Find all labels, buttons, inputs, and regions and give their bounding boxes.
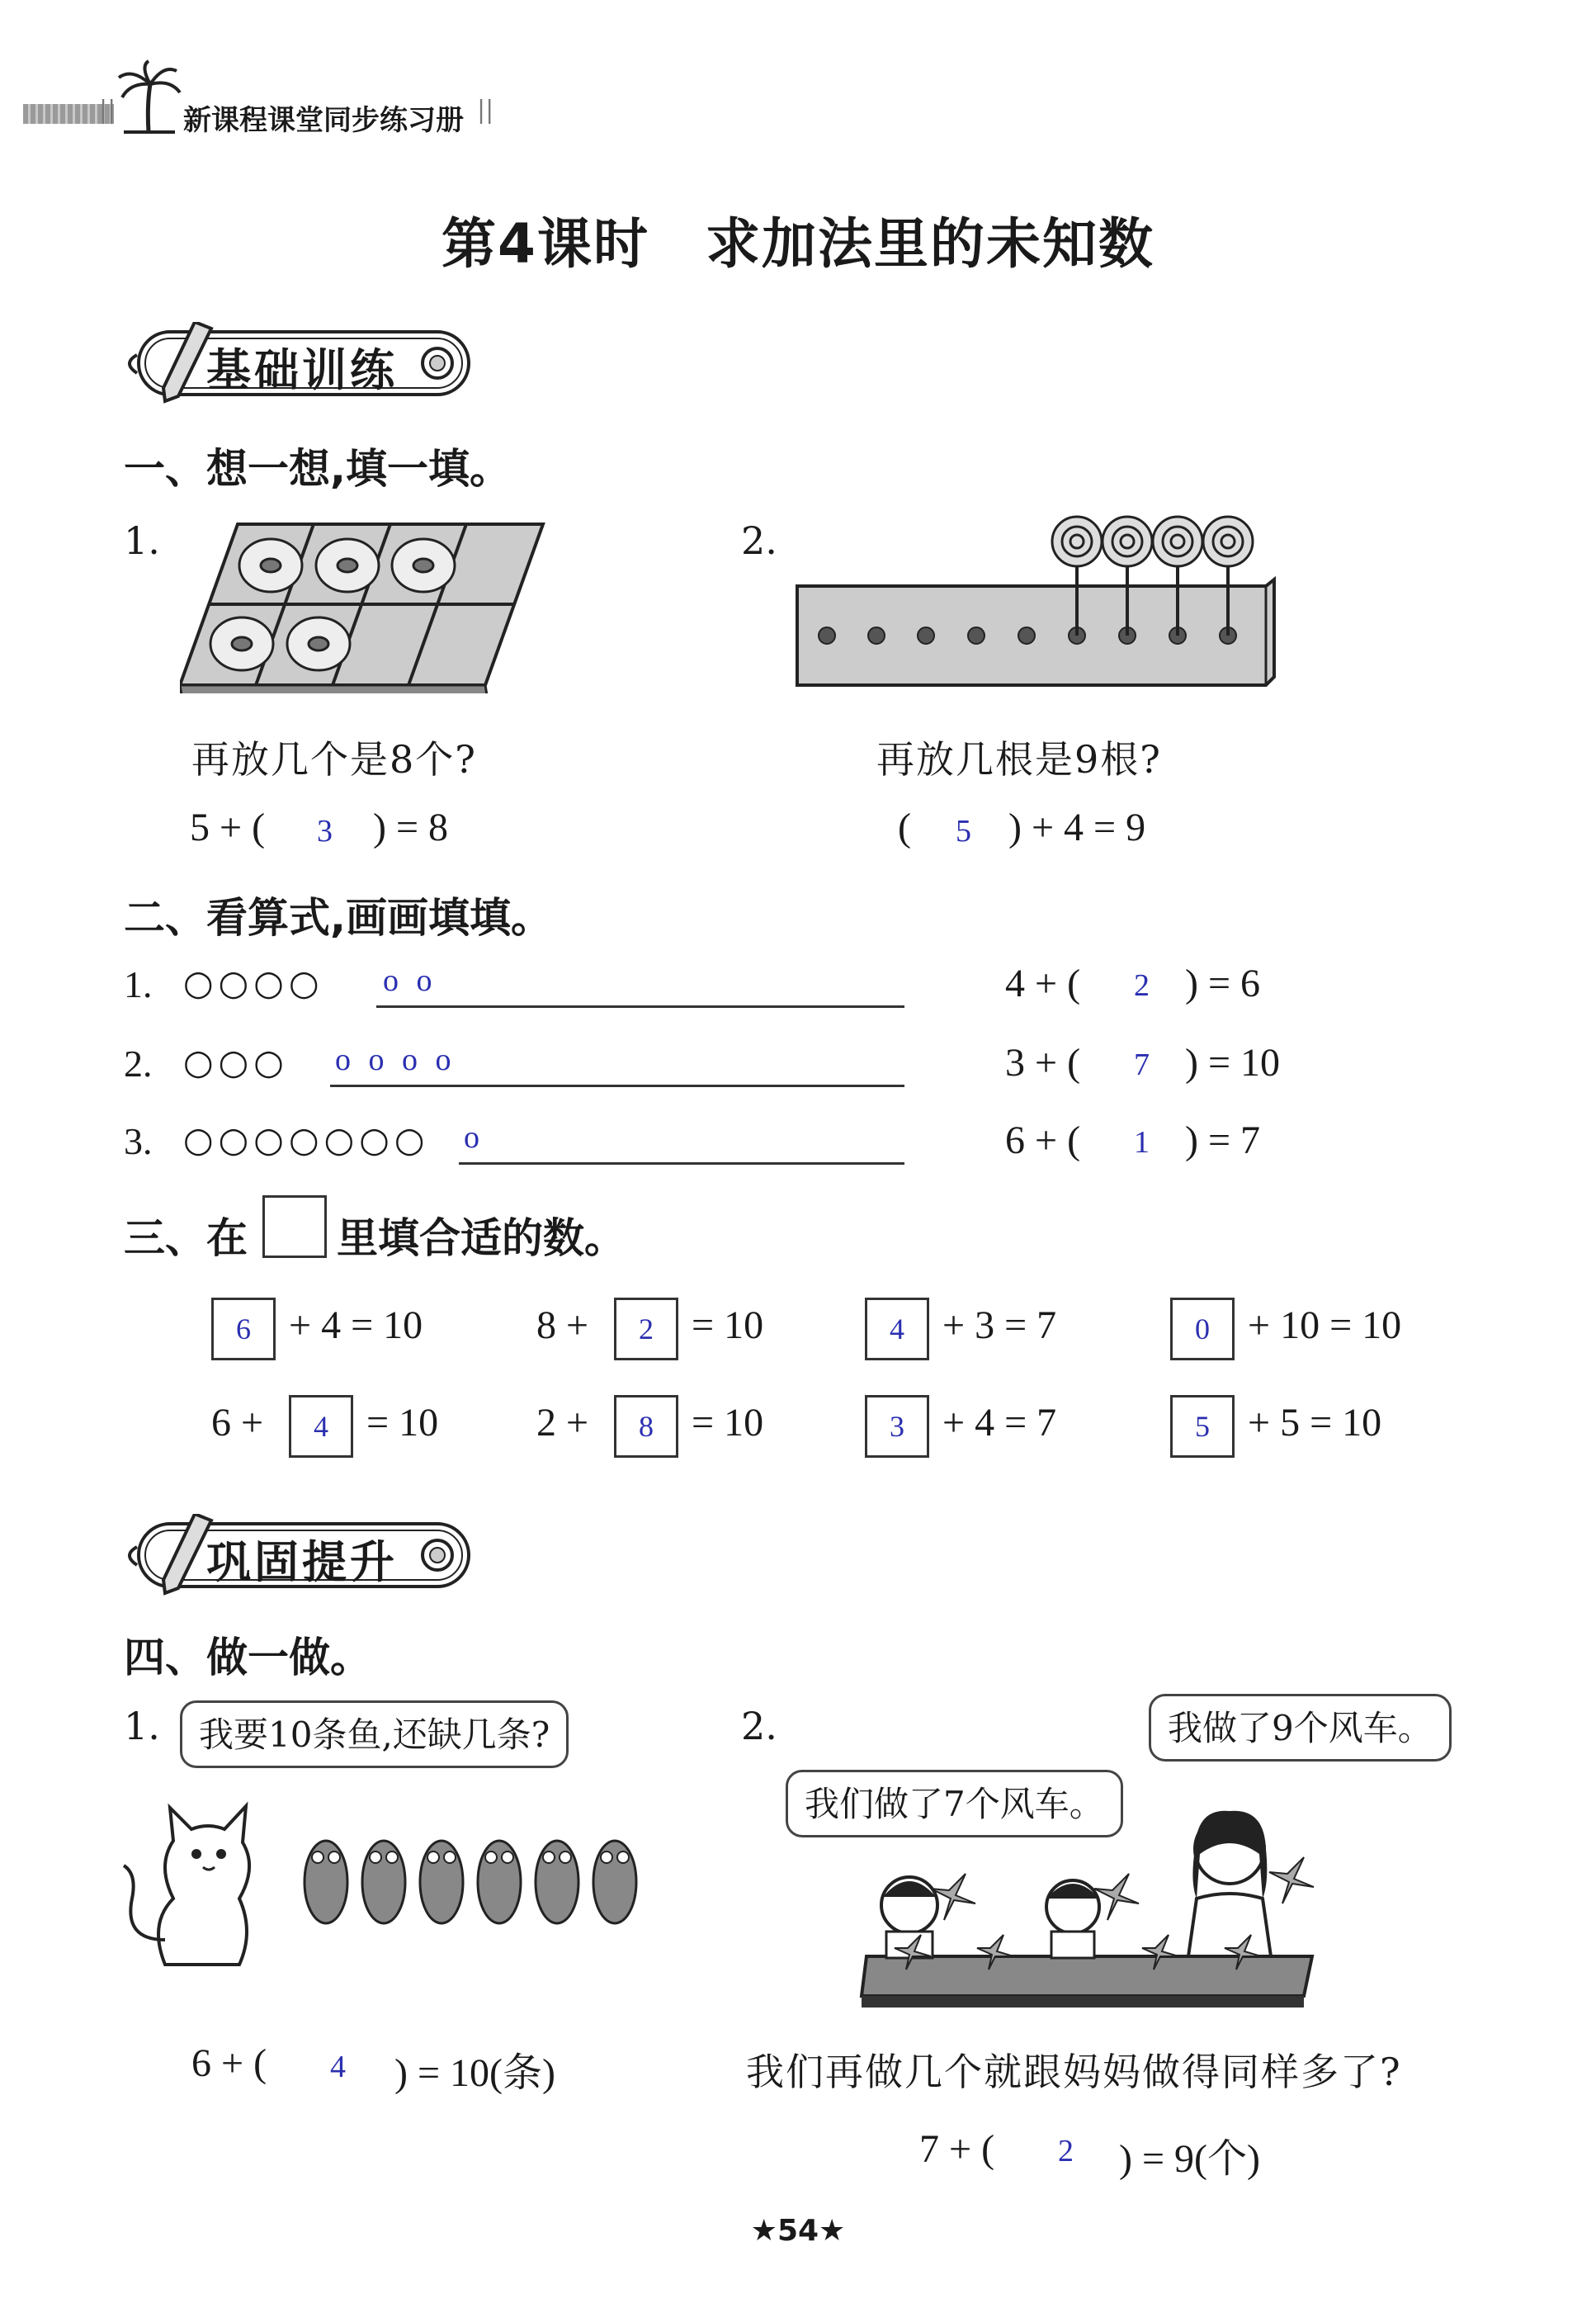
- part2-row2-eq-right: ) = 10: [1185, 1041, 1281, 1085]
- pinwheel-family-image: [858, 1783, 1320, 2022]
- part2-row3-eq-right: ) = 7: [1185, 1118, 1261, 1162]
- part2-row1-answer: 2: [1134, 968, 1150, 1003]
- part2-row3-answer: 1: [1134, 1125, 1150, 1160]
- part2-row1-eq-right: ) = 6: [1185, 962, 1261, 1005]
- part1-heading: 一、想一想,填一填。: [124, 445, 511, 493]
- part3-item4-post: + 10 = 10: [1248, 1303, 1402, 1347]
- part4-q1-eq-right: ) = 10(条): [394, 2051, 556, 2095]
- part3-item5-box: 4: [289, 1395, 353, 1458]
- page-number-line: [0, 2214, 1596, 2248]
- part3-item2-pre: 8 +: [536, 1303, 589, 1347]
- part3-heading-b: 里填合适的数。: [337, 1214, 626, 1262]
- cat-and-fish-image: [116, 1775, 668, 1973]
- part3-item6-box: 8: [614, 1395, 678, 1458]
- part3-item2-post: = 10: [692, 1303, 764, 1347]
- part1-q1-question: 再放几个是8个?: [191, 737, 477, 782]
- part1-q1-number: 1.: [124, 518, 160, 563]
- header-divider: ||: [477, 96, 494, 125]
- part1-q2-eq-right: ) + 4 = 9: [1008, 806, 1146, 849]
- part4-q1-number: 1.: [124, 1704, 160, 1748]
- part4-q2-mom-bubble: 我做了9个风车。: [1149, 1694, 1452, 1762]
- part3-item3-post: + 3 = 7: [942, 1303, 1057, 1347]
- part2-row2-circles: ○○○: [183, 1042, 289, 1082]
- part2-row2-eq-left: 3 + (: [1005, 1041, 1081, 1085]
- part4-heading: 四、做一做。: [124, 1634, 371, 1681]
- part4-q1-answer: 4: [330, 2050, 346, 2084]
- part1-q1-eq-left: 5 + (: [190, 806, 266, 849]
- part4-q2-eq-right: ) = 9(个): [1119, 2137, 1261, 2181]
- part3-item5-post: = 10: [366, 1401, 439, 1445]
- part3-item8-post: + 5 = 10: [1248, 1401, 1382, 1445]
- part4-q2-number: 2.: [741, 1704, 777, 1748]
- part2-row3-drawn: o: [464, 1120, 484, 1155]
- part3-item7-box: 3: [865, 1395, 929, 1458]
- part3-heading-a: 三、在: [124, 1214, 248, 1262]
- lollipop-stand-image: [794, 512, 1281, 698]
- part1-q2-question: 再放几根是9根?: [876, 737, 1162, 782]
- part2-heading: 二、看算式,画画填填。: [124, 894, 552, 942]
- star-icon: ★: [750, 2214, 777, 2248]
- star-icon: ★: [819, 2214, 846, 2248]
- part4-q2-answer: 2: [1058, 2134, 1074, 2168]
- part2-row1-circles: ○○○○: [183, 962, 324, 1003]
- part2-row1-number: 1.: [124, 963, 153, 1005]
- part2-row1-drawn: o o: [383, 963, 437, 998]
- part2-row2-number: 2.: [124, 1043, 153, 1085]
- part3-heading-box: [262, 1195, 327, 1258]
- page-number: 54: [777, 2214, 819, 2248]
- part3-item1-box: 6: [211, 1298, 276, 1360]
- part2-row2-drawn: o o o o: [335, 1043, 456, 1077]
- part2-row1-line: [376, 1005, 904, 1008]
- part2-row2-line: [330, 1085, 904, 1087]
- part2-row1-eq-left: 4 + (: [1005, 962, 1081, 1005]
- part2-row3-number: 3.: [124, 1120, 153, 1162]
- part3-item3-box: 4: [865, 1298, 929, 1360]
- part1-q2-answer: 5: [956, 814, 971, 849]
- part3-item6-post: = 10: [692, 1401, 764, 1445]
- part1-q2-eq-left: (: [898, 806, 911, 849]
- part3-item4-box: 0: [1170, 1298, 1235, 1360]
- part3-item2-box: 2: [614, 1298, 678, 1360]
- page-title: 第4课时 求加法里的未知数: [441, 212, 1155, 276]
- part4-q2-kids-bubble: 我们做了7个风车。: [786, 1770, 1123, 1837]
- part3-item6-pre: 2 +: [536, 1401, 589, 1445]
- part4-q1-eq-left: 6 + (: [191, 2041, 267, 2085]
- part2-row3-line: [459, 1162, 904, 1165]
- section-title-basic: 基础训练: [206, 344, 398, 396]
- part4-q1-speech-bubble: 我要10条鱼,还缺几条?: [180, 1700, 569, 1768]
- part1-q1-eq-right: ) = 8: [373, 806, 449, 849]
- part2-row3-eq-left: 6 + (: [1005, 1118, 1081, 1162]
- header-divider-left: ||: [99, 96, 116, 125]
- part2-row3-circles: ○○○○○○○: [183, 1119, 430, 1160]
- section-title-advanced: 巩固提升: [206, 1536, 398, 1588]
- part1-q2-number: 2.: [741, 518, 777, 563]
- part3-item7-post: + 4 = 7: [942, 1401, 1057, 1445]
- part3-item8-box: 5: [1170, 1395, 1235, 1458]
- palm-tree-icon: [116, 59, 182, 134]
- part2-row2-answer: 7: [1134, 1048, 1150, 1082]
- part3-item5-pre: 6 +: [211, 1401, 264, 1445]
- donut-tray-image: [180, 520, 551, 693]
- part3-item1-post: + 4 = 10: [289, 1303, 423, 1347]
- part4-q2-eq-left: 7 + (: [919, 2127, 995, 2171]
- book-title: 新课程课堂同步练习册: [183, 104, 464, 137]
- part1-q1-answer: 3: [317, 814, 333, 849]
- part4-q2-question: 我们再做几个就跟妈妈做得同样多了?: [746, 2050, 1402, 2094]
